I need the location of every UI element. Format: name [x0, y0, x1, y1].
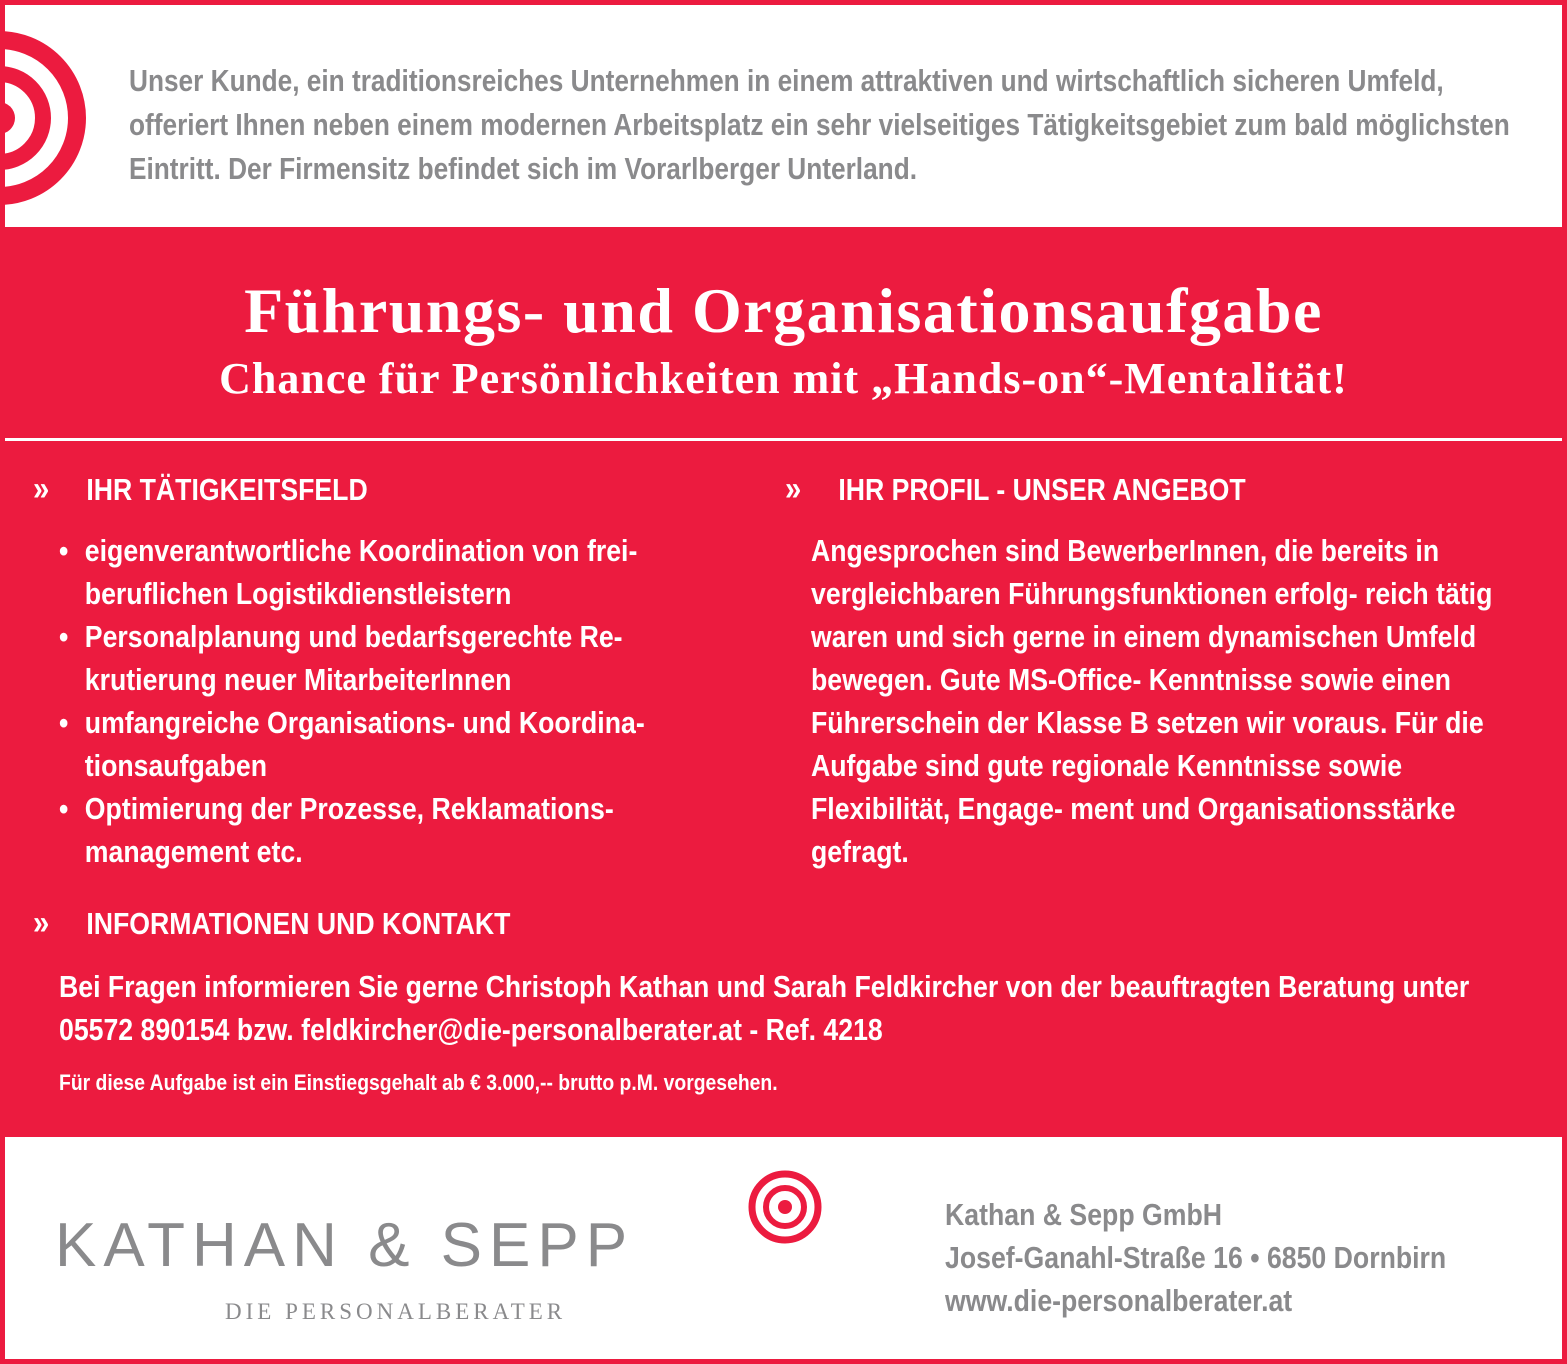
company-address [945, 1193, 1547, 1322]
company-logo-tagline: DIE PERSONALBERATER [225, 1299, 567, 1324]
chevron-right-icon: » [33, 470, 48, 508]
section-title-profil [785, 469, 1246, 510]
list-item: • Optimierung der Prozesse, Reklamations- management etc. [59, 787, 760, 873]
main-content-panel [5, 227, 1562, 1137]
chevron-right-icon: » [785, 470, 800, 508]
section-title-label: IHR PROFIL - UNSER ANGEBOT [838, 472, 1246, 507]
company-street: Josef-Ganahl-Straße 16 • 6850 Dornbirn [945, 1240, 1447, 1275]
chevron-right-icon: » [33, 904, 48, 942]
intro-section [5, 5, 1562, 227]
divider-line [5, 438, 1562, 441]
target-logo-icon [0, 23, 95, 213]
taetigkeitsfeld-list [59, 529, 760, 873]
profil-text: Angesprochen sind BewerberInnen, die bereits in vergleichbaren Führungsfunktionen erfolg- reich tätig waren und sich gerne in einem dynamischen Umfeld bewegen. Gute MS-Office- Kenntnisse sowie einen Führerschein der Klasse B setzen wir voraus. Für die Aufgabe sind gute regionale Kenntnisse sowie Flexibilität, Engage- ment und Organisationsstärke gefragt. [811, 533, 1493, 869]
footer-section [5, 1137, 1562, 1364]
section-title-kontakt [33, 903, 510, 944]
job-title: Führungs- und Organisationsaufgabe [244, 275, 1323, 346]
target-logo-icon [747, 1169, 823, 1245]
list-item: • Personalplanung und bedarfsgerechte Re- krutierung neuer MitarbeiterInnen [59, 615, 760, 701]
job-subtitle: Chance für Persönlichkeiten mit „Hands-on“-Mentalität! [219, 354, 1348, 403]
company-name: Kathan & Sepp GmbH [945, 1197, 1223, 1232]
section-title-label: IHR TÄTIGKEITSFELD [86, 472, 368, 507]
section-title-taetigkeitsfeld [33, 469, 368, 510]
company-website: www.die-personalberater.at [945, 1283, 1293, 1318]
contact-text: Bei Fragen informieren Sie gerne Christoph Kathan und Sarah Feldkircher von der beauftragten Beratung unter 05572 890154 bzw. feldkircher@die-personalberater.at - Ref. 4218 [59, 969, 1470, 1047]
intro-text: Unser Kunde, ein traditionsreiches Unternehmen in einem attraktiven und wirtschaftlich sicheren Umfeld, offeriert Ihnen neben einem modernen Arbeitsplatz ein sehr vielseitiges Tätigkeitsgebiet zum bald möglichsten Eintritt. Der Firmensitz befindet sich im Vorarlberger Unterland. [129, 64, 1510, 186]
section-title-label: INFORMATIONEN UND KONTAKT [86, 906, 511, 941]
list-item: • eigenverantwortliche Koordination von frei- beruflichen Logistikdienstleistern [59, 529, 760, 615]
salary-note: Für diese Aufgabe ist ein Einstiegsgehalt ab € 3.000,-- brutto p.M. vorgesehen. [59, 1070, 778, 1095]
list-item: • umfangreiche Organisations- und Koordina- tionsaufgaben [59, 701, 760, 787]
company-logo-wordmark: KATHAN & SEPP [55, 1211, 635, 1280]
